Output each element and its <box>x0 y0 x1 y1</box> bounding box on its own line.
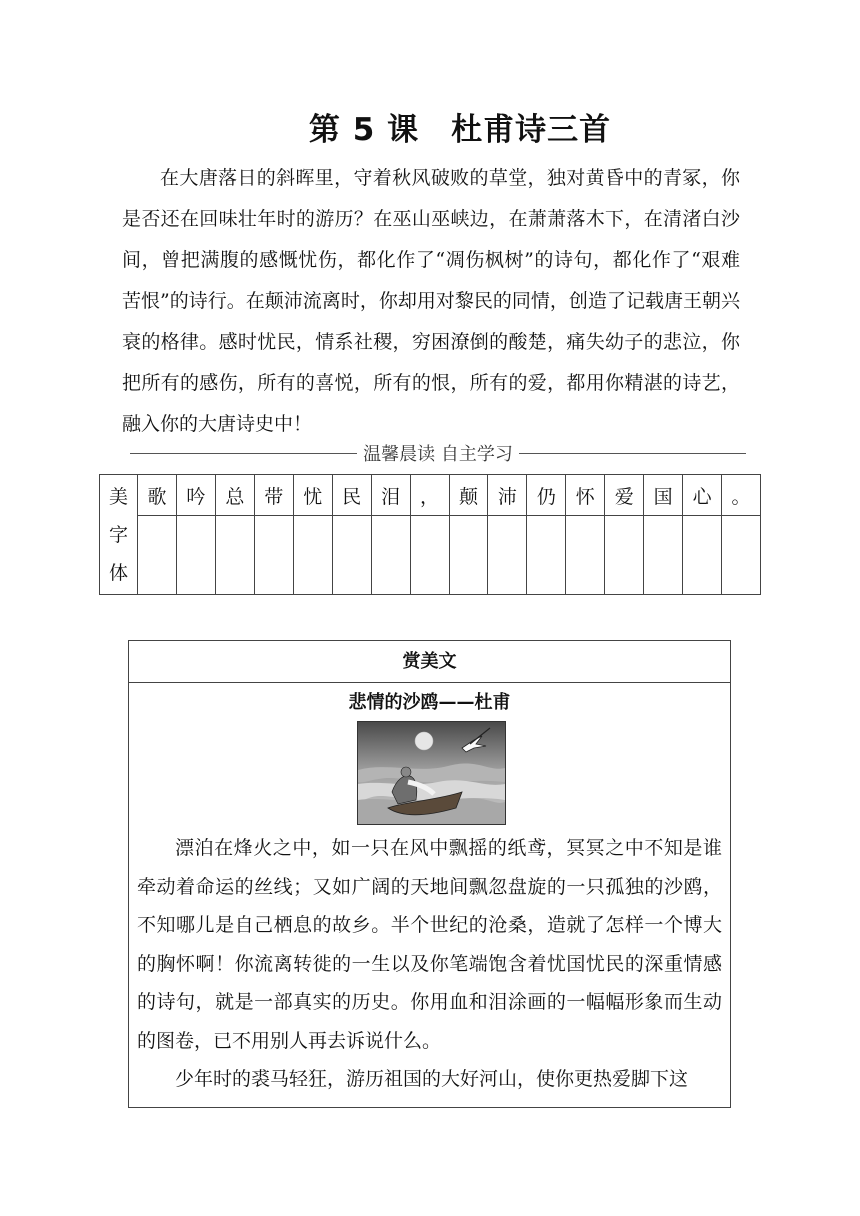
practice-cell[interactable] <box>449 516 488 595</box>
row-label-char: 字 <box>108 523 128 546</box>
practice-cell[interactable] <box>488 516 527 595</box>
practice-cell[interactable] <box>722 516 761 595</box>
char-cell: 忧 <box>293 475 332 516</box>
char-cell: 沛 <box>488 475 527 516</box>
char-row <box>100 475 761 516</box>
appreciation-paragraph: 漂泊在烽火之中，如一只在风中飘摇的纸鸢，冥冥之中不知是谁牵动着命运的丝线；又如广阔的天地间飘忽盘旋的一只孤独的沙鸥，不知哪儿是自己栖息的故乡。半个世纪的沧桑，造就了怎样一个博大的胸怀啊！你流离转徙的一生以及你笔端饱含着忧国忧民的深重情感的诗句，就是一部真实的历史。你用血和泪涂画的一幅幅形象而生动的图卷，已不用别人再去诉说什么。 <box>137 837 722 1052</box>
row-label-char: 美 <box>108 485 128 508</box>
char-cell: 仍 <box>527 475 566 516</box>
intro-passage <box>122 158 740 445</box>
char-cell: 心 <box>683 475 722 516</box>
appreciation-paragraph: 少年时的裘马轻狂，游历祖国的大好河山，使你更热爱脚下这 <box>175 1068 689 1090</box>
practice-cell[interactable] <box>176 516 215 595</box>
char-cell: 爱 <box>605 475 644 516</box>
row-label <box>100 475 138 595</box>
char-cell: 泪 <box>371 475 410 516</box>
appreciation-header: 赏美文 <box>129 641 730 683</box>
practice-cell[interactable] <box>254 516 293 595</box>
practice-cell[interactable] <box>293 516 332 595</box>
practice-cell[interactable] <box>371 516 410 595</box>
practice-cell[interactable] <box>215 516 254 595</box>
divider-line-left <box>130 453 357 454</box>
char-cell: 带 <box>254 475 293 516</box>
char-cell: 颠 <box>449 475 488 516</box>
section-divider-label: 温馨晨读 自主学习 <box>363 444 513 465</box>
divider-line-right <box>519 453 746 454</box>
practice-cell[interactable] <box>605 516 644 595</box>
appreciation-box <box>128 640 731 1108</box>
char-cell: 总 <box>215 475 254 516</box>
calligraphy-practice-table <box>99 474 761 595</box>
practice-cell[interactable] <box>138 516 177 595</box>
practice-cell[interactable] <box>683 516 722 595</box>
char-cell: 民 <box>332 475 371 516</box>
char-cell: 怀 <box>566 475 605 516</box>
practice-cell[interactable] <box>527 516 566 595</box>
practice-cell[interactable] <box>410 516 449 595</box>
appreciation-subtitle: 悲情的沙鸥——杜甫 <box>348 692 511 713</box>
section-divider <box>130 438 746 468</box>
intro-paragraph: 在大唐落日的斜晖里，守着秋风破败的草堂，独对黄昏中的青冢，你是否还在回味壮年时的游历？在巫山巫峡边，在萧萧落木下，在清渚白沙间，曾把满腹的感慨忧伤，都化作了“凋伤枫树”的诗句，都化作了“艰难苦恨”的诗行。在颠沛流离时，你却用对黎民的同情，创造了记载唐王朝兴衰的格律。感时忧民，情系社稷，穷困潦倒的酸楚，痛失幼子的悲泣，你把所有的感伤，所有的喜悦，所有的恨，所有的爱，都用你精湛的诗艺，融入你的大唐诗史中！ <box>122 167 740 435</box>
appreciation-body <box>137 829 722 1099</box>
char-cell: 。 <box>722 475 761 516</box>
char-cell: 歌 <box>138 475 177 516</box>
page-title: 第 5 课 杜甫诗三首 <box>308 112 612 148</box>
practice-cell[interactable] <box>332 516 371 595</box>
char-cell: 吟 <box>176 475 215 516</box>
row-label-char: 体 <box>108 561 128 584</box>
practice-row <box>100 516 761 595</box>
char-cell: 国 <box>644 475 683 516</box>
char-cell: ， <box>410 475 449 516</box>
practice-cell[interactable] <box>566 516 605 595</box>
practice-cell[interactable] <box>644 516 683 595</box>
du-fu-boat-illustration <box>357 721 506 825</box>
